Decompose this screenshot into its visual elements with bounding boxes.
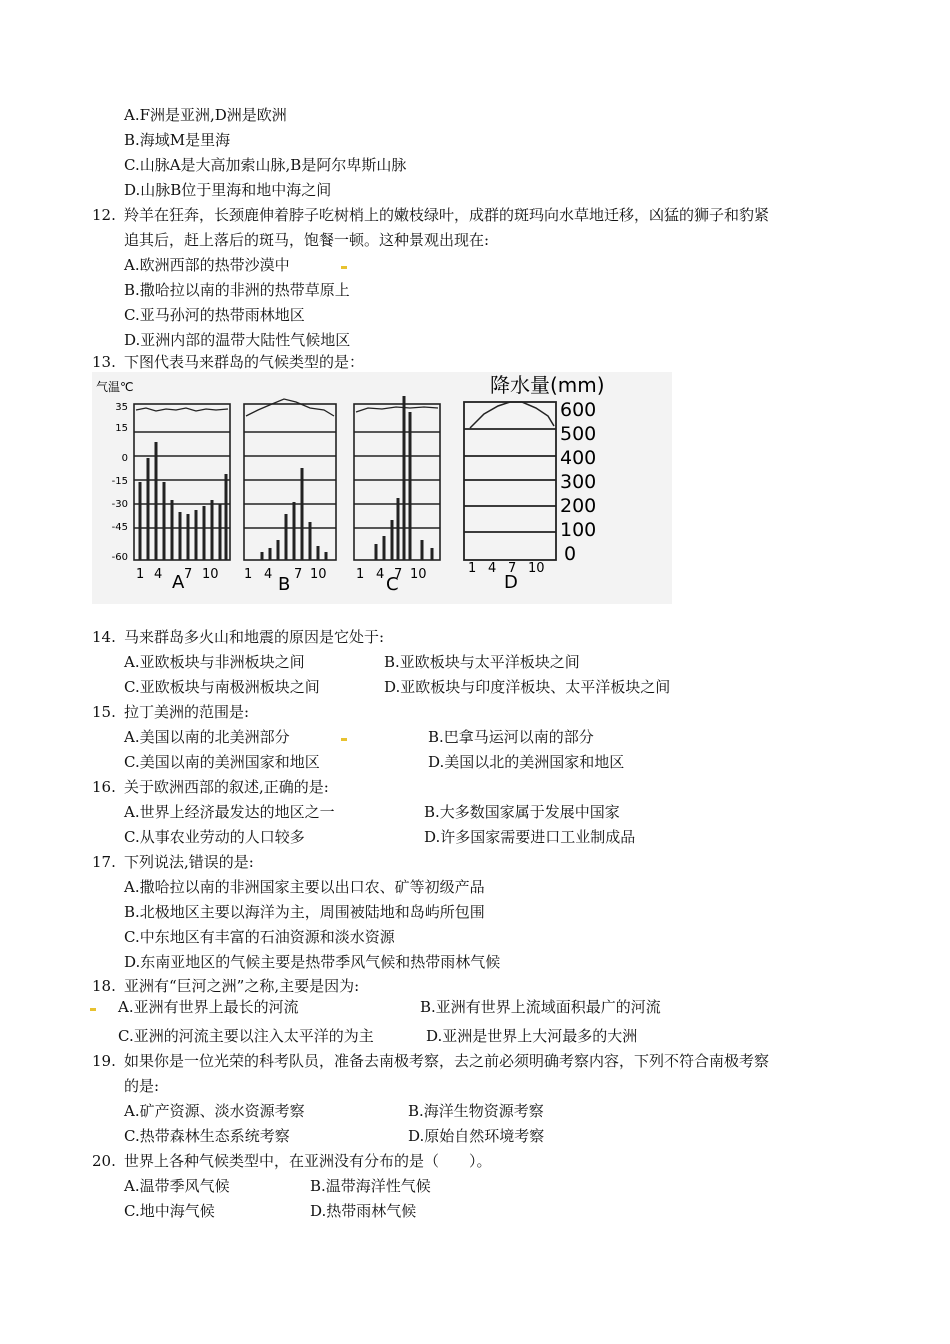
q19-option-d: D.原始自然环境考察	[408, 1127, 545, 1145]
q19-option-c: C.热带森林生态系统考察	[124, 1127, 290, 1145]
q17-option-d: D.东南亚地区的气候主要是热带季风气候和热带雨林气候	[124, 953, 501, 971]
precip-axis-label: 降水量(mm)	[490, 373, 605, 397]
panel-c	[354, 396, 440, 560]
q19-option-a: A.矿产资源、淡水资源考察	[124, 1102, 305, 1120]
q13-stem-text: 下图代表马来群岛的气候类型的是：	[124, 353, 365, 371]
temp-tick: 35	[115, 402, 128, 413]
precip-tick: 400	[560, 447, 597, 469]
month-tick: 10	[528, 561, 545, 576]
panel-b	[244, 399, 336, 560]
q15-number: 15.	[92, 703, 116, 721]
q18-number: 18.	[92, 977, 116, 995]
temp-tick: 15	[115, 423, 128, 434]
q16-stem-text: 关于欧洲西部的叙述,正确的是:	[124, 778, 329, 796]
precip-tick: 200	[560, 495, 597, 517]
temp-tick: -15	[111, 476, 128, 487]
panel-a	[134, 404, 230, 560]
q15-stem	[92, 702, 249, 722]
q16-number: 16.	[92, 778, 116, 796]
q18-stem-text: 亚洲有“巨河之洲”之称,主要是因为:	[124, 977, 360, 995]
precip-tick: 300	[560, 471, 597, 493]
q20-option-a: A.温带季风气候	[124, 1177, 230, 1195]
month-tick: 10	[410, 567, 427, 582]
q16-option-a: A.世界上经济最发达的地区之一	[124, 803, 335, 821]
panel-label-c: C	[386, 574, 399, 595]
month-tick: 1	[356, 567, 365, 582]
temp-axis-label: 气温℃	[96, 380, 134, 394]
q12-number: 12.	[92, 206, 116, 224]
q13-number: 13.	[92, 353, 116, 371]
q14-option-d: D.亚欧板块与印度洋板块、太平洋板块之间	[384, 678, 671, 696]
q20-option-d: D.热带雨林气候	[310, 1202, 417, 1220]
panel-label-a: A	[172, 572, 185, 593]
month-tick: 7	[184, 567, 193, 582]
q20-option-c: C.地中海气候	[124, 1202, 215, 1220]
panel-labels	[172, 572, 518, 595]
q12-stem-line2: 追其后，赶上落后的斑马，饱餐一顿。这种景观出现在:	[124, 231, 490, 249]
q15-option-a: A.美国以南的北美洲部分	[124, 728, 290, 746]
precip-tick: 0	[564, 543, 577, 565]
temp-tick: -30	[111, 499, 128, 510]
q14-number: 14.	[92, 628, 116, 646]
q20-stem-text: 世界上各种气候类型中，在亚洲没有分布的是（ ）。	[124, 1152, 492, 1170]
q16-stem	[92, 777, 329, 797]
temp-tick: -60	[111, 552, 128, 563]
q17-stem-text: 下列说法,错误的是:	[124, 853, 254, 871]
q15-option-c: C.美国以南的美洲国家和地区	[124, 753, 320, 771]
q20-number: 20.	[92, 1152, 116, 1170]
q12-stem-line1: 羚羊在狂奔，长颈鹿伸着脖子吃树梢上的嫩枝绿叶，成群的斑玛向水草地迁移，凶猛的狮子和豹紧	[124, 206, 770, 224]
precip-ticks	[560, 399, 596, 565]
q19-stem-line1: 如果你是一位光荣的科考队员，准备去南极考察，去之前必须明确考察内容，下列不符合南极考察	[124, 1052, 770, 1070]
month-tick: 4	[488, 561, 497, 576]
q18-option-d: D.亚洲是世界上大河最多的大洲	[426, 1027, 638, 1045]
q12-option-c: C.亚马孙河的热带雨林地区	[124, 306, 305, 324]
yellow-mark	[341, 266, 347, 269]
panel-label-d: D	[504, 572, 518, 593]
q12-option-d: D.亚洲内部的温带大陆性气候地区	[124, 331, 351, 349]
q18-option-a: A.亚洲有世界上最长的河流	[118, 998, 299, 1016]
month-tick: 4	[154, 567, 163, 582]
precip-tick: 500	[560, 423, 597, 445]
q18-option-c: C.亚洲的河流主要以注入太平洋的为主	[118, 1027, 374, 1045]
q17-number: 17.	[92, 853, 116, 871]
q19-option-b: B.海洋生物资源考察	[408, 1102, 544, 1120]
q12-option-b: B.撒哈拉以南的非洲的热带草原上	[124, 281, 350, 299]
q14-option-c: C.亚欧板块与南极洲板块之间	[124, 678, 320, 696]
temp-ticks	[112, 402, 128, 563]
q15-option-b: B.巴拿马运河以南的部分	[428, 728, 594, 746]
panel-d	[464, 402, 556, 560]
q11-option-a: A.F洲是亚洲,D洲是欧洲	[124, 106, 287, 124]
month-tick: 7	[294, 567, 303, 582]
q15-stem-text: 拉丁美洲的范围是:	[124, 703, 250, 721]
month-tick: 4	[264, 567, 273, 582]
panel-label-b: B	[278, 574, 291, 595]
yellow-mark	[341, 738, 347, 741]
month-tick: 7	[508, 561, 517, 576]
q17-option-b: B.北极地区主要以海洋为主，周围被陆地和岛屿所包围	[124, 903, 485, 921]
q17-option-a: A.撒哈拉以南的非洲国家主要以出口农、矿等初级产品	[124, 878, 485, 896]
month-tick: 1	[136, 567, 145, 582]
q11-option-b: B.海域M是里海	[124, 131, 231, 149]
month-tick: 1	[244, 567, 253, 582]
month-tick: 10	[310, 567, 327, 582]
month-tick: 1	[468, 561, 477, 576]
q17-stem	[92, 852, 254, 872]
q11-option-c: C.山脉A是大高加索山脉,B是阿尔卑斯山脉	[124, 156, 407, 174]
climate-charts-figure	[92, 372, 672, 604]
q13-stem	[92, 352, 364, 372]
climate-charts-svg	[92, 372, 672, 604]
month-ticks	[136, 561, 545, 582]
yellow-mark	[90, 1008, 96, 1011]
q15-option-d: D.美国以北的美洲国家和地区	[428, 753, 625, 771]
q19-stem	[92, 1051, 769, 1071]
q19-number: 19.	[92, 1052, 116, 1070]
q18-option-b: B.亚洲有世界上流域面积最广的河流	[420, 998, 661, 1016]
precip-tick: 600	[560, 399, 597, 421]
temp-tick: 0	[121, 453, 128, 464]
q14-option-b: B.亚欧板块与太平洋板块之间	[384, 653, 580, 671]
q14-option-a: A.亚欧板块与非洲板块之间	[124, 653, 305, 671]
q17-option-c: C.中东地区有丰富的石油资源和淡水资源	[124, 928, 395, 946]
q19-stem-line2: 的是:	[124, 1077, 160, 1095]
month-tick: 10	[202, 567, 219, 582]
q11-option-d: D.山脉B位于里海和地中海之间	[124, 181, 332, 199]
temp-tick: -45	[111, 522, 128, 533]
q20-stem	[92, 1151, 492, 1171]
q12-option-a: A.欧洲西部的热带沙漠中	[124, 256, 290, 274]
month-tick: 7	[394, 567, 403, 582]
q14-stem	[92, 627, 384, 647]
q16-option-b: B.大多数国家属于发展中国家	[424, 803, 620, 821]
q20-option-b: B.温带海洋性气候	[310, 1177, 431, 1195]
q12-stem	[92, 205, 769, 225]
month-tick: 4	[376, 567, 385, 582]
q16-option-c: C.从事农业劳动的人口较多	[124, 828, 305, 846]
q14-stem-text: 马来群岛多火山和地震的原因是它处于:	[124, 628, 385, 646]
precip-tick: 100	[560, 519, 597, 541]
q18-stem	[92, 976, 359, 996]
q16-option-d: D.许多国家需要进口工业制成品	[424, 828, 636, 846]
